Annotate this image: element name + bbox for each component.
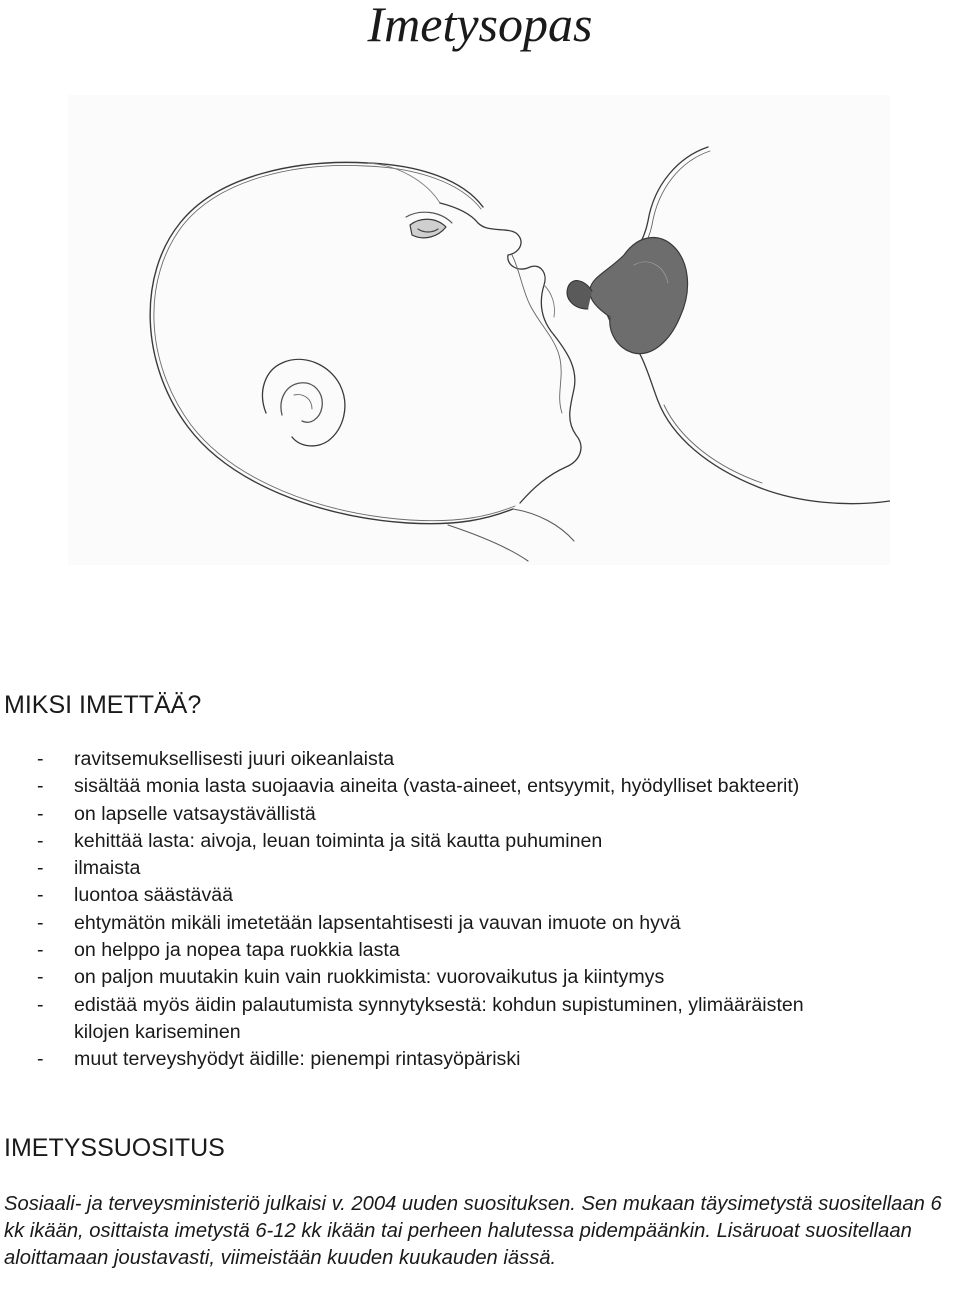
list-item [0,773,854,800]
document-title: Imetysopas [367,0,593,52]
list-item [0,746,854,773]
list-dash: - [37,939,44,962]
list-item [0,828,854,855]
list-dash: - [37,911,44,934]
list-item [0,855,854,882]
list-item-text: muut terveyshyödyt äidille: pienempi rintasyöpäriski [74,1048,521,1071]
benefits-list [0,746,854,1074]
section-heading-why-breastfeed: MIKSI IMETTÄÄ? [4,691,202,719]
list-dash: - [37,993,44,1016]
list-dash: - [37,857,44,880]
baby-head-outline [150,162,515,523]
list-dash: - [37,775,44,798]
list-item-text: on lapselle vatsaystävällistä [74,802,316,825]
list-dash: - [37,884,44,907]
baby-face-profile [440,203,581,503]
list-item-text: ehtymätön mikäli imetetään lapsentahtisesti ja vauvan imuote on hyvä [74,911,681,934]
list-item-text: edistää myös äidin palautumista synnytyksestä: kohdun supistuminen, ylimääräisten kilojen kariseminen [74,993,804,1043]
list-item [0,801,854,828]
list-item-text: ravitsemuksellisesti juuri oikeanlaista [74,748,395,770]
list-dash: - [37,802,44,825]
list-item-text: ilmaista [74,857,141,880]
list-dash: - [37,829,44,852]
list-item [0,937,854,964]
baby-eye [406,212,452,238]
list-item-text: on paljon muutakin kuin vain ruokkimista: vuorovaikutus ja kiintymys [74,966,665,989]
list-item [0,882,854,909]
list-item-text: luontoa säästävää [74,884,234,907]
list-item-text: on helppo ja nopea tapa ruokkia lasta [74,939,400,962]
recommendation-paragraph: Sosiaali- ja terveysministeriö julkaisi v. 2004 uuden suosituksen. Sen mukaan täysimetystä suositellaan 6 kk ikään, osittaista imetystä 6-12 kk ikään tai perheen halutessa pidempäänkin. Lisäruoat suositellaan aloittamaan joustavasti, viimeistään kuuden kuukauden iässä. [4,1193,942,1269]
list-item [0,964,854,991]
baby-neck-lines [448,509,574,561]
list-item [0,1046,854,1073]
list-item [0,910,854,937]
list-item [0,992,854,1047]
baby-ear [263,359,345,446]
list-item-text: kehittää lasta: aivoja, leuan toiminta ja sitä kautta puhuminen [74,829,603,852]
areola-shading [567,238,687,354]
breastfeeding-sketch-illustration [68,95,890,565]
section-heading-recommendation: IMETYSSUOSITUS [4,1134,225,1162]
list-dash: - [37,748,44,770]
list-dash: - [37,966,44,989]
list-item-text: sisältää monia lasta suojaavia aineita (vasta-aineet, entsyymit, hyödylliset bakteerit) [74,775,800,798]
list-dash: - [37,1048,44,1071]
